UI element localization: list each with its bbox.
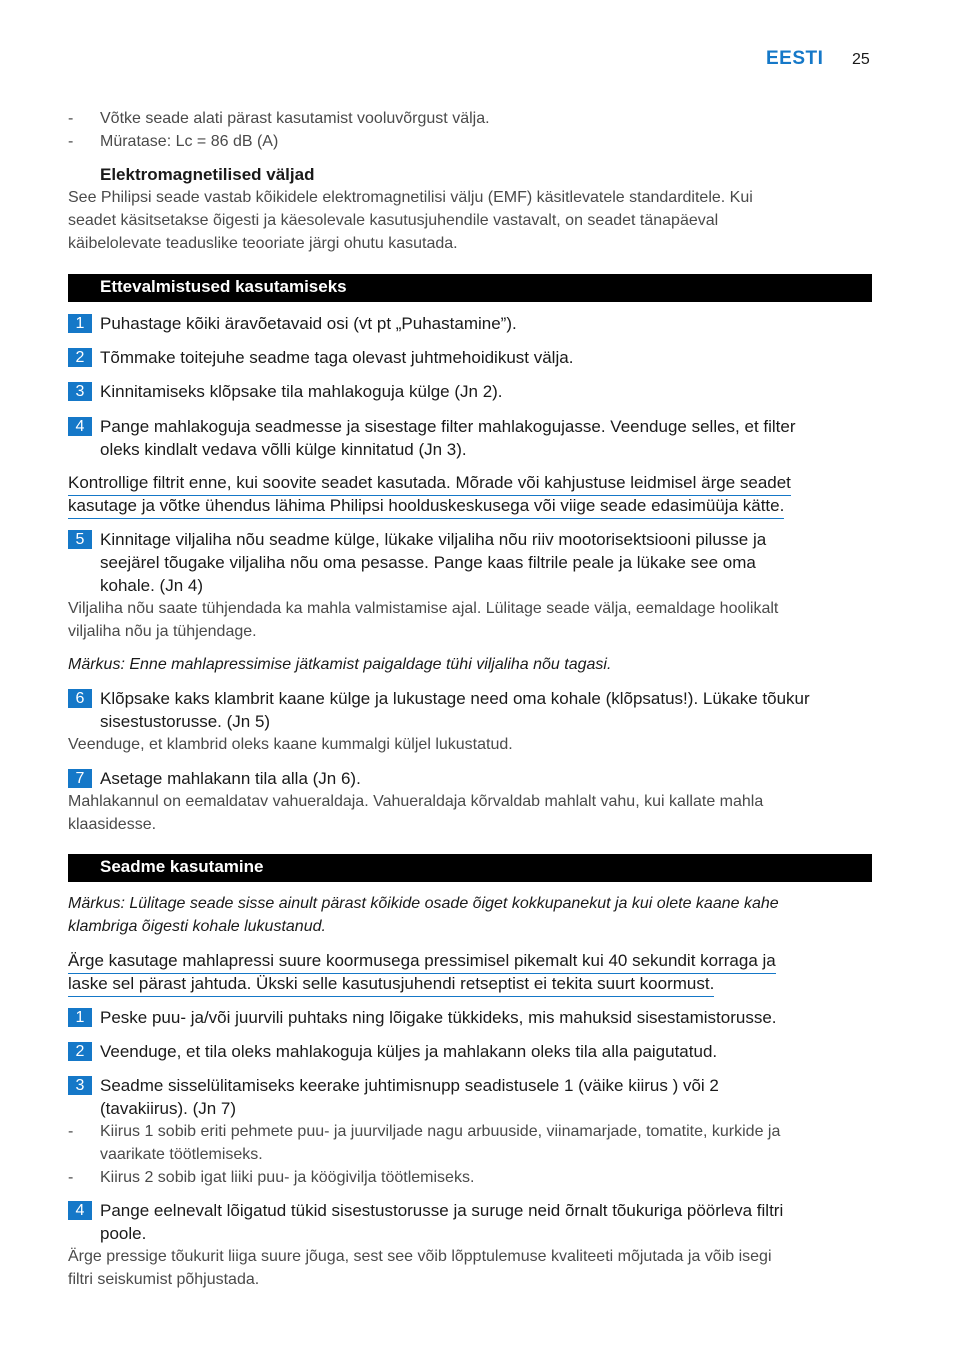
step-text: sisestustorusse. (Jn 5) [100,712,271,731]
step-text: Klõpsake kaks klambrit kaane külge ja lukustage need oma kohale (klõpsatus!). Lükake tõukur [100,689,810,708]
section-header-usage [68,854,872,882]
step-number: 1 [68,1008,92,1027]
list-item: Kiirus 1 sobib eriti pehmete puu- ja juurviljade nagu arbuuside, viinamarjade, tomatite, kurkide ja [100,1123,781,1140]
step-text: Peske puu- ja/või juurvili puhtaks ning lõigake tükkideks, mis mahuksid sisestamistorusse. [100,1008,777,1027]
warning-text: Ärge kasutage mahlapressi suure koormusega pressimisel pikemalt kui 40 sekundit korraga ja [68,949,776,974]
step-text: (tavakiirus). (Jn 7) [100,1099,237,1118]
note-line: Ärge pressige tõukurit liiga suure jõuga, sest see võib lõpptulemuse kvaliteeti mõjutada ja võib isegi [68,1248,772,1265]
warning-line [68,471,791,496]
step-text: Pange eelnevalt lõigatud tükid sisestustorusse ja suruge neid õrnalt tõukuriga pöörleva filtri [100,1201,784,1220]
step-text: seejärel tõugake viljaliha nõu oma pesasse. Pange kaas filtrile peale ja lükake see oma [100,553,756,572]
step-number: 7 [68,769,92,788]
step-text: Kinnitage viljaliha nõu seadme külge, lükake viljaliha nõu riiv mootorisektsiooni pilusse ja [100,530,767,549]
warning-text: Kontrollige filtrit enne, kui soovite seadet kasutada. Mõrade või kahjustuse leidmisel ärge seadet [68,471,791,496]
note-line: Viljaliha nõu saate tühjendada ka mahla valmistamise ajal. Lülitage seade välja, eemaldage hoolikalt [68,600,779,617]
remark-text: Märkus: Lülitage seade sisse ainult pärast kõikide osade õiget kokkupanekut ja kui olete kaane kahe [68,895,779,912]
dash-bullet: - [68,110,74,127]
step-number: 3 [68,382,92,401]
remark-text: Märkus: Enne mahlapressimise jätkamist paigaldage tühi viljaliha nõu tagasi. [68,656,612,673]
warning-text: laske sel pärast jahtuda. Ükski selle kasutusjuhendi retseptist ei tekita suurt koormust. [68,972,714,997]
note-line: Mahlakannul on eemaldatav vahueraldaja. Vahueraldaja kõrvaldab mahlalt vahu, kui kallate mahla [68,793,764,810]
emf-text-line: See Philipsi seade vastab kõikidele elektromagnetilisi välju (EMF) käsitlevatele standarditele. Kui [68,189,753,206]
step-text: Seadme sisselülitamiseks keerake juhtimisnupp seadistusele 1 (väike kiirus ) või 2 [100,1076,719,1095]
language-label: EESTI [766,48,824,69]
step-number: 2 [68,348,92,367]
step-text: oleks kindlalt vedava võlli külge kinnitatud (Jn 3). [100,440,467,459]
list-item: Võtke seade alati pärast kasutamist vooluvõrgust välja. [100,110,490,127]
emf-text-line: käibelolevate teaduslike teooriate järgi ohutu kasutada. [68,235,458,252]
step-text: Puhastage kõiki äravõetavaid osi (vt pt „Puhastamine”). [100,314,517,333]
step-number: 1 [68,314,92,333]
section-title: Seadme kasutamine [100,857,264,876]
note-line: Veenduge, et klambrid oleks kaane kummalgi küljel lukustatud. [68,736,513,753]
step-text: kohale. (Jn 4) [100,576,203,595]
warning-line [68,972,714,997]
step-number: 4 [68,417,92,436]
step-number: 5 [68,530,92,549]
note-line: viljaliha nõu ja tühjendage. [68,623,257,640]
step-text: Kinnitamiseks klõpsake tila mahlakoguja külge (Jn 2). [100,382,503,401]
step-number: 2 [68,1042,92,1061]
dash-bullet: - [68,133,74,150]
step-number: 3 [68,1076,92,1095]
emf-heading: Elektromagnetilised väljad [100,165,315,184]
step-text: Asetage mahlakann tila alla (Jn 6). [100,769,361,788]
dash-bullet: - [68,1169,74,1186]
list-item: Kiirus 2 sobib igat liiki puu- ja köögivilja töötlemiseks. [100,1169,475,1186]
note-line: klaasidesse. [68,816,157,833]
section-title: Ettevalmistused kasutamiseks [100,277,347,296]
list-item: Müratase: Lc = 86 dB (A) [100,133,279,150]
warning-line [68,949,776,974]
step-text: poole. [100,1224,147,1243]
warning-line [68,494,784,519]
note-line: filtri seiskumist põhjustada. [68,1271,260,1288]
section-header-preparation [68,274,872,302]
warning-text: kasutage ja võtke ühendus lähima Philipsi hoolduskeskusega või viige seade edasimüüja kätte. [68,494,784,519]
dash-bullet: - [68,1123,74,1140]
page-number: 25 [852,51,870,68]
step-text: Veenduge, et tila oleks mahlakoguja küljes ja mahlakann oleks tila alla paigutatud. [100,1042,718,1061]
remark-text: klambriga õigesti kohale lukustanud. [68,918,326,935]
step-number: 4 [68,1201,92,1220]
emf-text-line: seadet käsitsetakse õigesti ja käesolevale kasutusjuhendile vastavalt, on seadet tänapäeval [68,212,719,229]
step-text: Pange mahlakoguja seadmesse ja sisestage filter mahlakogujasse. Veenduge selles, et filter [100,417,796,436]
step-text: Tõmmake toitejuhe seadme taga olevast juhtmehoidikust välja. [100,348,574,367]
step-number: 6 [68,689,92,708]
list-item: vaarikate töötlemiseks. [100,1146,263,1163]
